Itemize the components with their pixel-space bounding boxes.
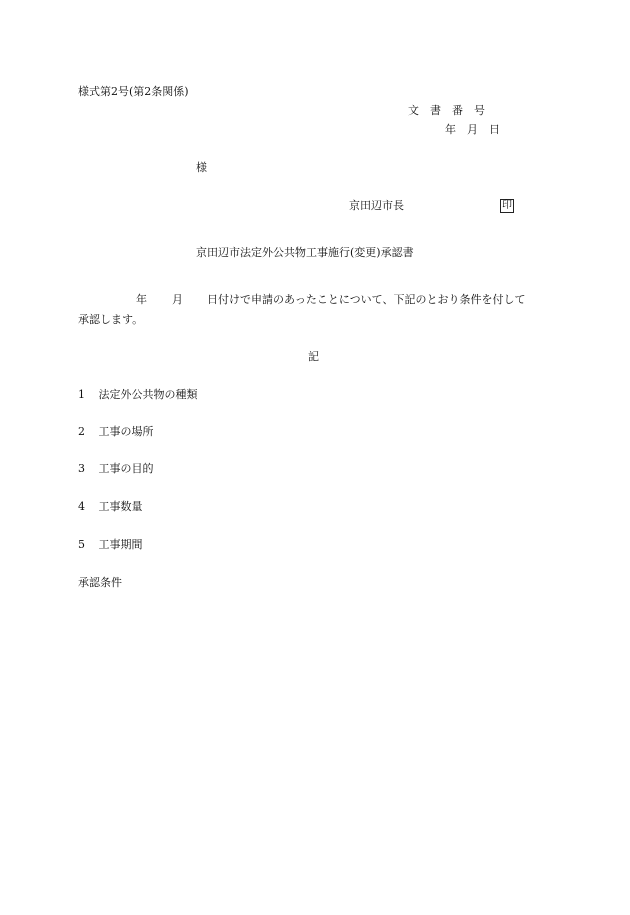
item-5: [78, 538, 143, 552]
body-line-2: 承認します。: [78, 313, 144, 326]
item-number: 5: [78, 538, 85, 551]
conditions-label: 承認条件: [78, 576, 122, 589]
item-3: [78, 462, 154, 476]
item-label: 工事の場所: [98, 425, 154, 438]
issuer-name: 京田辺市長: [349, 199, 404, 212]
item-2: [78, 425, 154, 439]
ki-heading: 記: [308, 350, 319, 363]
seal-mark: [500, 198, 514, 213]
document-number-label: [408, 104, 485, 118]
item-4: [78, 500, 143, 514]
body-year: 年: [136, 293, 147, 306]
item-label: 法定外公共物の種類: [98, 388, 198, 401]
form-number: 様式第2号(第2条関係): [78, 85, 189, 98]
item-1: [78, 388, 198, 402]
date-text: 年 月 日: [445, 123, 500, 136]
date-label: [445, 123, 500, 137]
document-number-text: 文 書 番 号: [408, 104, 485, 117]
item-label: 工事数量: [98, 500, 143, 513]
seal-label: 印: [502, 200, 512, 211]
item-label: 工事期間: [98, 538, 143, 551]
item-number: 3: [78, 462, 85, 475]
document-title: 京田辺市法定外公共物工事施行(変更)承認書: [196, 246, 414, 259]
item-number: 2: [78, 425, 85, 438]
item-number: 1: [78, 388, 85, 401]
body-month: 月: [172, 293, 183, 306]
addressee-suffix: 様: [196, 161, 207, 174]
item-number: 4: [78, 500, 85, 513]
item-label: 工事の目的: [98, 462, 154, 475]
body-line-1: 日付けで申請のあったことについて、下記のとおり条件を付して: [207, 293, 526, 306]
